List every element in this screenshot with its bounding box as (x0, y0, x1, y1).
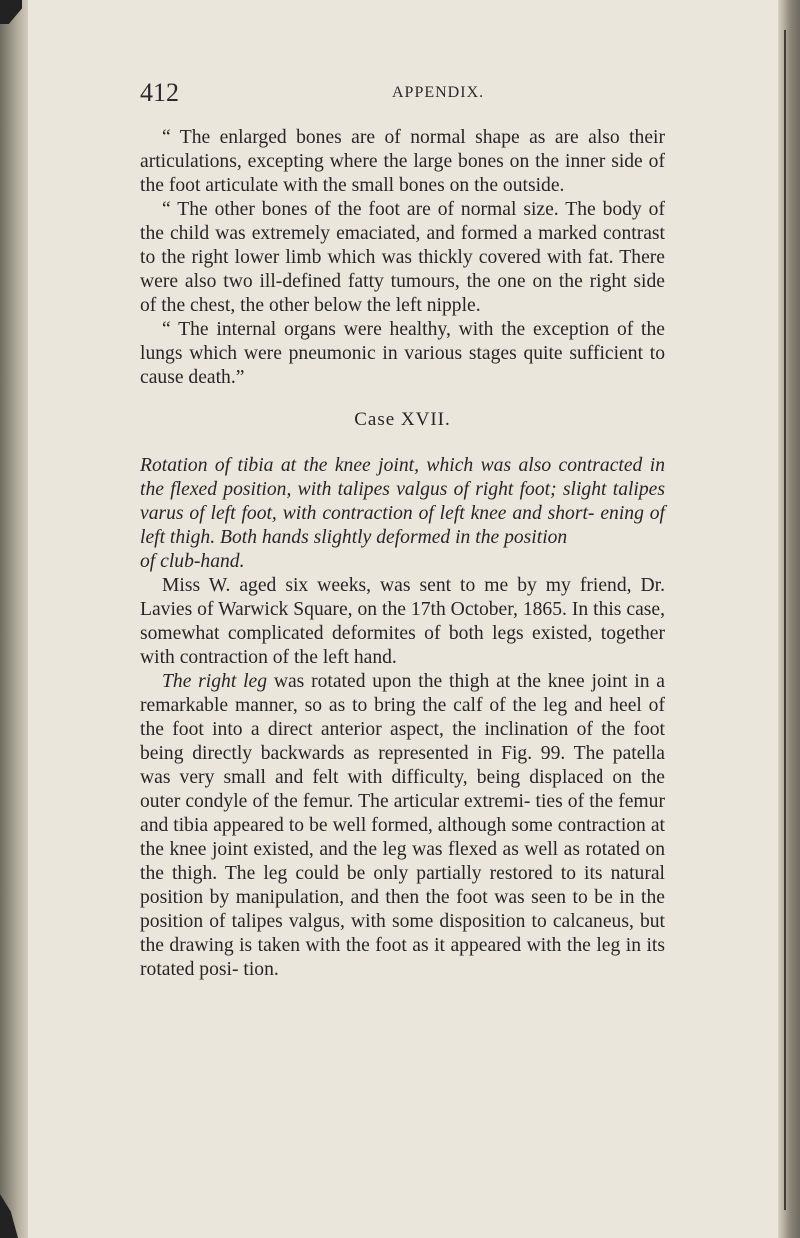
case-paragraph-lead: The right leg (162, 671, 268, 692)
case-paragraph (140, 670, 665, 982)
page-header (0, 78, 800, 108)
case-summary: Rotation of tibia at the knee joint, which was also contracted in the flexed position, with talipes valgus of right foot; slight talipes varus of left foot, with contraction of left knee and short- ening of left thigh. Both hands slightly deformed in the position (140, 455, 665, 548)
page-edge-line (784, 30, 786, 1210)
quoted-paragraph: “ The internal organs were healthy, with the exception of the lungs which were pneumonic in various stages quite sufficient to cause death.” (140, 319, 665, 388)
page-number: 412 (140, 78, 179, 107)
page-body (140, 126, 665, 982)
page-edge-right (778, 0, 800, 1238)
quoted-paragraph: “ The enlarged bones are of normal shape as are also their articulations, excepting where the large bones on the inner side of the foot articulate with the small bones on the outside. (140, 127, 665, 196)
case-heading: Case XVII. (354, 409, 451, 430)
case-paragraph: Miss W. aged six weeks, was sent to me by my friend, Dr. Lavies of Warwick Square, on the 17th October, 1865. In this case, somewhat complicated deformites of both legs existed, together with contraction of the left hand. (140, 575, 665, 668)
quoted-paragraph: “ The other bones of the foot are of normal size. The body of the child was extremely emaciated, and formed a marked contrast to the right lower limb which was thickly covered with fat. There were also two ill-defined fatty tumours, the one on the right side of the chest, the other below the left nipple. (140, 199, 665, 316)
running-head: APPENDIX. (392, 84, 485, 101)
case-paragraph-rest: was rotated upon the thigh at the knee joint in a remarkable manner, so as to bring the calf of the leg and heel of the foot into a direct anterior aspect, the inclination of the foot being directly backwards as represented in Fig. 99. The patella was very small and felt with difficulty, being displaced on the outer condyle of the femur. The articular extremi- ties of the femur and tibia appeared to be well formed, although some contraction at the knee joint existed, and the leg was flexed as well as rotated on the thigh. The leg could be only partially restored to its natural position by manipulation, and then the foot was seen to be in the position of talipes valgus, with some disposition to calcaneus, but the drawing is taken with the foot as it appeared with the leg in its rotated posi- tion. (140, 671, 665, 980)
page-gutter-shadow (0, 0, 30, 1238)
case-summary-last-line: of club-hand. (140, 551, 245, 572)
